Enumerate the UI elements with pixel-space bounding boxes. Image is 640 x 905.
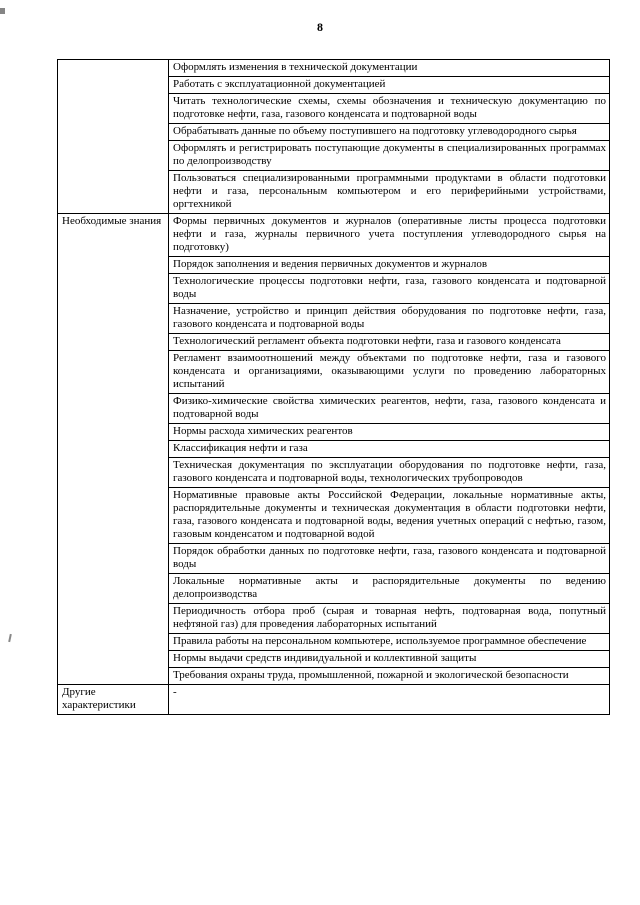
- table-cell: Локальные нормативные акты и распорядительные документы по ведению делопроизводства: [169, 574, 610, 604]
- table-cell: Классификация нефти и газа: [169, 441, 610, 458]
- table-cell: Порядок заполнения и ведения первичных документов и журналов: [169, 257, 610, 274]
- table-cell: Требования охраны труда, промышленной, пожарной и экологической безопасности: [169, 668, 610, 685]
- table-cell: Читать технологические схемы, схемы обозначения и техническую документацию по подготовке нефти, газа, газового конденсата и подтоварной воды: [169, 94, 610, 124]
- section-label-cell: Необходимые знания: [58, 214, 169, 685]
- table-cell: Пользоваться специализированными программными продуктами в области подготовки нефти и газа, персональным компьютером и его периферийными устройствами, оргтехникой: [169, 171, 610, 214]
- document-table-body: [58, 60, 610, 715]
- section-label-cell: [58, 60, 169, 214]
- table-cell: Нормы выдачи средств индивидуальной и коллективной защиты: [169, 651, 610, 668]
- table-cell: Периодичность отбора проб (сырая и товарная нефть, подтоварная вода, попутный нефтяной газ) для проведения лабораторных испытаний: [169, 604, 610, 634]
- table-row: [58, 685, 610, 715]
- table-cell: Физико-химические свойства химических реагентов, нефти, газа, газового конденсата и подтоварной воды: [169, 394, 610, 424]
- scan-artifact: [8, 634, 12, 642]
- table-cell: Обрабатывать данные по объему поступившего на подготовку углеводородного сырья: [169, 124, 610, 141]
- scan-artifact: [0, 8, 5, 14]
- document-table: [57, 59, 610, 715]
- table-cell: Технологический регламент объекта подготовки нефти, газа и газового конденсата: [169, 334, 610, 351]
- table-cell: Оформлять изменения в технической документации: [169, 60, 610, 77]
- table-cell: Регламент взаимоотношений между объектами по подготовке нефти, газа и газового конденсата и организациями, оказывающими услуги по проведению лабораторных испытаний: [169, 351, 610, 394]
- table-cell: Правила работы на персональном компьютере, используемое программное обеспечение: [169, 634, 610, 651]
- table-cell: Назначение, устройство и принцип действия оборудования по подготовке нефти, газа, газового конденсата и подтоварной воды: [169, 304, 610, 334]
- table-cell: Формы первичных документов и журналов (оперативные листы процесса подготовки нефти и газа, журналы первичного учета поступления углеводородного сырья на подготовку): [169, 214, 610, 257]
- section-label-cell: Другие характеристики: [58, 685, 169, 715]
- table-cell: Оформлять и регистрировать поступающие документы в специализированных программах по делопроизводству: [169, 141, 610, 171]
- table-cell: -: [169, 685, 610, 715]
- page-number: 8: [317, 20, 323, 34]
- table-cell: Технологические процессы подготовки нефти, газа, газового конденсата и подтоварной воды: [169, 274, 610, 304]
- table-row: [58, 60, 610, 77]
- table-cell: Нормативные правовые акты Российской Федерации, локальные нормативные акты, распорядительные документы и техническая документация в области подготовки нефти, газа, газового конденсата и подтоварной воды, ведения учетных операций с нефтью, газом, газовым конденсатом и подтоварной водой: [169, 488, 610, 544]
- table-cell: Нормы расхода химических реагентов: [169, 424, 610, 441]
- table-cell: Порядок обработки данных по подготовке нефти, газа, газового конденсата и подтоварной воды: [169, 544, 610, 574]
- table-cell: Работать с эксплуатационной документацией: [169, 77, 610, 94]
- table-cell: Техническая документация по эксплуатации оборудования по подготовке нефти, газа, газового конденсата и подтоварной воды, технологических трубопроводов: [169, 458, 610, 488]
- table-row: [58, 214, 610, 257]
